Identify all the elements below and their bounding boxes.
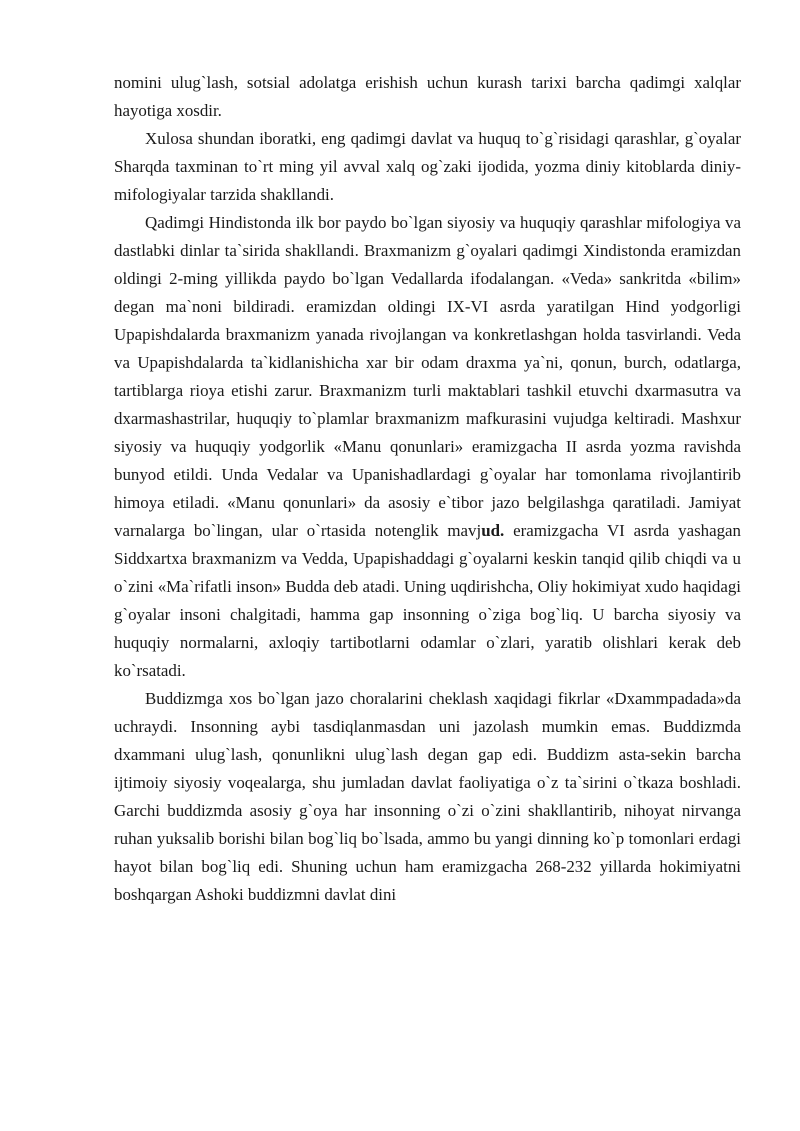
paragraph-text: eramizgacha VI asrda yashagan Siddxartxa braxmanizm va Vedda, Upapishaddagi g`oyalarni keskin tanqid qilib chiqdi va u o`zini «Ma`rifatli inson» Budda deb atadi. Uning uqdirishcha, Oliy hokimiyat xudo haqidagi g`oyalar insoni chalgitadi, hamma gap insonning o`ziga bog`liq. U barcha siyosiy va huquqiy normalarni, axloqiy tartibotlarni odamlar o`zlari, yaratib olishlari kerak deb ko`rsatadi. [114,521,741,680]
document-page [114,69,741,909]
paragraph-4 [114,685,741,909]
bold-text: ud. [481,521,505,540]
paragraph-text: Qadimgi Hindistonda ilk bor paydo bo`lgan siyosiy va huquqiy qarashlar mifologiya va dastlabki dinlar ta`sirida shakllandi. Braxmanizm g`oyalari qadimgi Xindistonda eramizdan oldingi 2-ming yillikda paydo bo`lgan Vedallarda ifodalangan. «Veda» sankritda «bilim» degan ma`noni bildiradi. eramizdan oldingi IX-VI asrda yaratilgan Hind yodgorligi Upapishdalarda braxmanizm yanada rivojlangan va konkretlashgan holda tasvirlandi. Veda va Upapishdalarda ta`kidlanishicha xar bir odam draxma ya`ni, qonun, burch, odatlarga, tartiblarga rioya etishi zarur. Braxmanizm turli maktablari tashkil etuvchi dxarmasutra va dxarmashastrilar, huquqiy to`plamlar braxmanizm mafkurasini vujudga keltiradi. Mashxur siyosiy va huquqiy yodgorlik «Manu qonunlari» eramizgacha II asrda yozma ravishda bunyod etildi. Unda Vedalar va Upanishadlardagi g`oyalar har tomonlama rivojlantirib himoya etiladi. «Manu qonunlari» da asosiy e`tibor jazo belgilashga qaratiladi. Jamiyat varnalarga bo`lingan, ular o`rtasida notenglik mavj [114,213,741,540]
paragraph-2 [114,125,741,209]
paragraph-text: Xulosa shundan iboratki, eng qadimgi davlat va huquq to`g`risidagi qarashlar, g`oyalar Sharqda taxminan to`rt ming yil avval xalq og`zaki ijodida, yozma diniy kitoblarda diniy-mifologiyalar tarzida shakllandi. [114,129,741,204]
paragraph-text: nomini ulug`lash, sotsial adolatga erishish uchun kurash tarixi barcha qadimgi xalqlar hayotiga xosdir. [114,73,741,120]
paragraph-3 [114,209,741,685]
paragraph-1 [114,69,741,125]
paragraph-text: Buddizmga xos bo`lgan jazo choralarini cheklash xaqidagi fikrlar «Dxammpadada»da uchraydi. Insonning aybi tasdiqlanmasdan uni jazolash mumkin emas. Buddizmda dxammani ulug`lash, qonunlikni ulug`lash degan gap edi. Buddizm asta-sekin barcha ijtimoiy siyosiy voqealarga, shu jumladan davlat faoliyatiga o`z ta`sirini o`tkaza boshladi. Garchi buddizmda asosiy g`oya har insonning o`zi o`zini shakllantirib, nihoyat nirvanga ruhan yuksalib borishi bilan bog`liq bo`lsada, ammo bu yangi dinning ko`p tomonlari erdagi hayot bilan bog`liq edi. Shuning uchun ham eramizgacha 268-232 yillarda hokimiyatni boshqargan Ashoki buddizmni davlat dini [114,689,741,904]
